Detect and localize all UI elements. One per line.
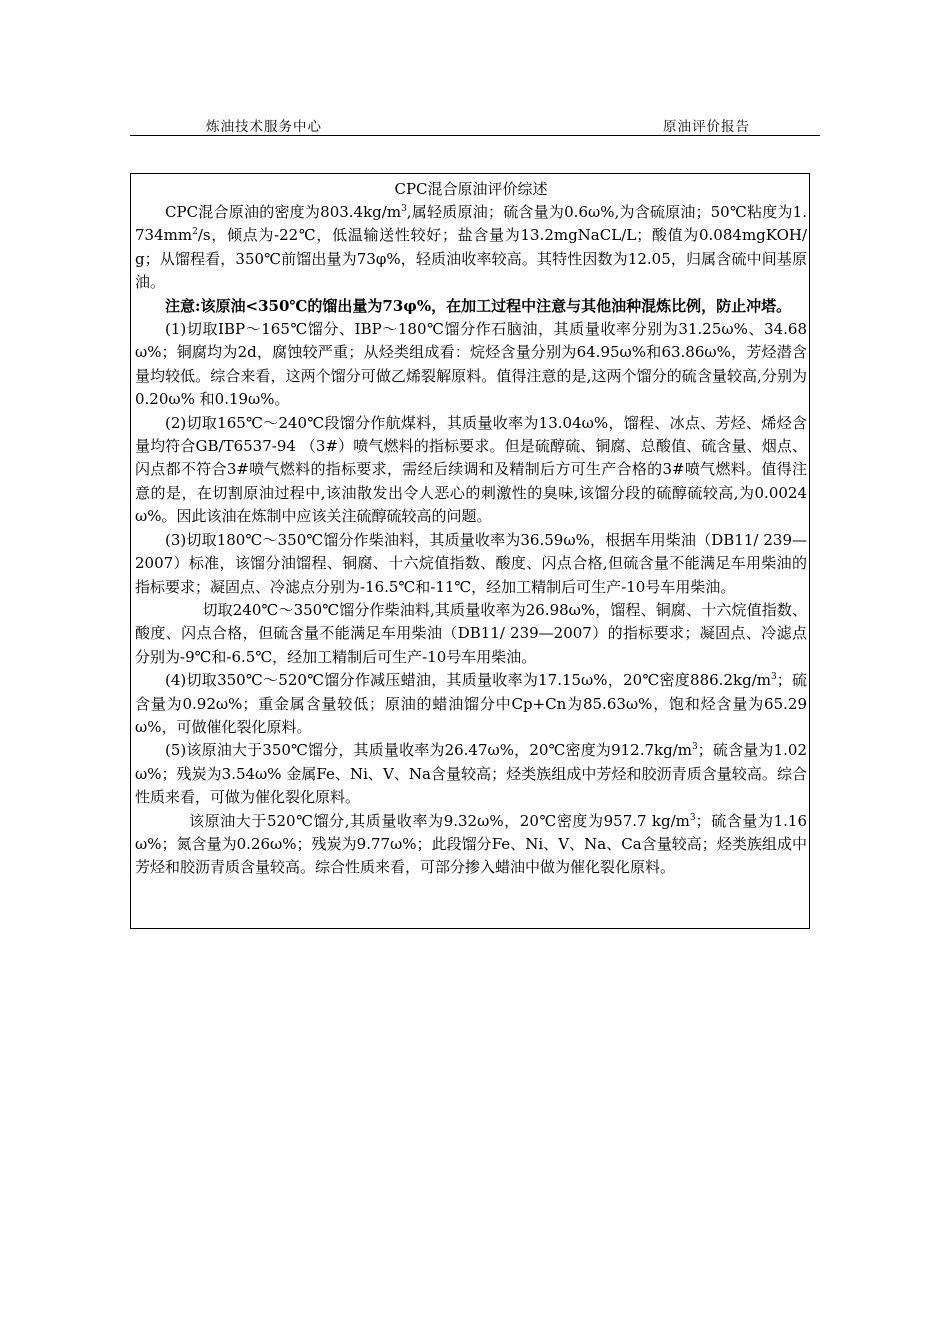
text-run: 该原油大于520℃馏分,其质量收率为9.32ω%，20℃密度为957.7 kg/m	[189, 811, 690, 830]
paragraph-warning-note	[135, 295, 807, 318]
text-run: ,属轻质原油；硫含量为0.6ω%,为含硫原油；50℃粘度为1.734mm	[135, 203, 807, 245]
header-organization: 炼油技术服务中心	[206, 119, 322, 135]
superscript: 2	[192, 227, 198, 238]
superscript: 3	[770, 672, 777, 683]
paragraph-vacuum-residue	[135, 810, 807, 880]
text-run: ；硫含量为1.02ω%；残炭为3.54ω% 金属Fe、Ni、V、Na含量较高；烃类族组成中芳烃和胶沥青质含量较高。综合性质来看，可做为催化裂化原料。	[135, 741, 807, 807]
header-report-title: 原油评价报告	[663, 119, 750, 135]
summary-title: CPC混合原油评价综述	[394, 180, 548, 198]
paragraph-naphtha: (1)切取IBP～165℃馏分、IBP～180℃馏分作石脑油，其质量收率分别为31.25ω%、34.68ω%；铜腐均为2d，腐蚀较严重；从烃类组成看：烷烃含量分别为64.95ω%和63.86ω%，芳烃潜含量均较低。综合来看，这两个馏分可做乙烯裂解原料。值得注意的是,这两个馏分的硫含量较高,分别为0.20ω% 和0.19ω%。	[135, 320, 807, 409]
text-run: /s，倾点为-22℃，低温输送性较好；盐含量为13.2mgNaCL/L；酸值为0.084mgKOH/g；从馏程看，350℃前馏出量为73φ%，轻质油收率较高。其特性因数为12.05，归属含硫中间基原油。	[135, 226, 807, 292]
superscript: 3	[401, 204, 407, 214]
paragraph-diesel-240-350: 切取240℃～350℃馏分作柴油料,其质量收率为26.98ω%，馏程、铜腐、十六烷值指数、酸度、闪点合格，但硫含量不能满足车用柴油（DB11/ 239—2007）的指标要求；凝固点、冷滤点分别为-9℃和-6.5℃，经加工精制后可生产-10号车用柴油。	[135, 600, 807, 666]
page-header	[130, 115, 820, 136]
paragraph-overview	[135, 201, 807, 295]
text-run: ；硫含量为0.92ω%；重金属含量较低；原油的蜡油馏分中Cp+Cn为85.63ω%，饱和烃含量为65.29ω%，可做催化裂化原料。	[135, 671, 807, 736]
summary-box	[130, 173, 810, 929]
paragraph-atmospheric-residue	[135, 739, 807, 809]
text-run: ；硫含量为1.16ω%；氮含量为0.26ω%；残炭为9.77ω%；此段馏分Fe、Ni、V、Na、Ca含量较高；烃类族组成中芳烃和胶沥青质含量较高。综合性质来看，可部分掺入蜡油中做为催化裂化原料。	[135, 811, 807, 877]
superscript: 3	[689, 812, 696, 823]
text-run: (5)该原油大于350℃馏分，其质量收率为26.47ω%，20℃密度为912.7kg/m	[165, 741, 692, 760]
paragraph-jet-fuel: (2)切取165℃～240℃段馏分作航煤料，其质量收率为13.04ω%，馏程、冰点、芳烃、烯烃含量均符合GB/T6537-94 （3#）喷气燃料的指标要求。但是硫醇硫、铜腐、总酸值、硫含量、烟点、闪点都不符合3#喷气燃料的指标要求，需经后续调和及精制后方可生产合格的3#喷气燃料。值得注意的是，在切割原油过程中,该油散发出令人恶心的刺激性的臭味,该馏分段的硫醇硫较高,为0.0024ω%。因此该油在炼制中应该关注硫醇硫较高的问题。	[135, 413, 807, 526]
note-label: 注意	[165, 296, 196, 315]
note-text: :该原油<350℃的馏出量为73φ%，在加工过程中注意与其他油种混炼比例，防止冲塔。	[195, 296, 792, 315]
text-run: (4)切取350℃～520℃馏分作减压蜡油，其质量收率为17.15ω%，20℃密度886.2kg/m	[165, 671, 771, 690]
summary-content	[135, 178, 807, 880]
paragraph-diesel-180-350: (3)切取180℃～350℃馏分作柴油料，其质量收率为36.59ω%，根据车用柴油（DB11/ 239—2007）标准，该馏分油馏程、铜腐、十六烷值指数、酸度、闪点合格,但硫含量不能满足车用柴油的指标要求；凝固点、冷滤点分别为-16.5℃和-11℃，经加工精制后可生产-10号车用柴油。	[135, 530, 807, 596]
text-run: CPC混合原油的密度为803.4kg/m	[165, 203, 402, 221]
superscript: 3	[692, 742, 698, 753]
paragraph-vacuum-gas-oil	[135, 669, 807, 739]
